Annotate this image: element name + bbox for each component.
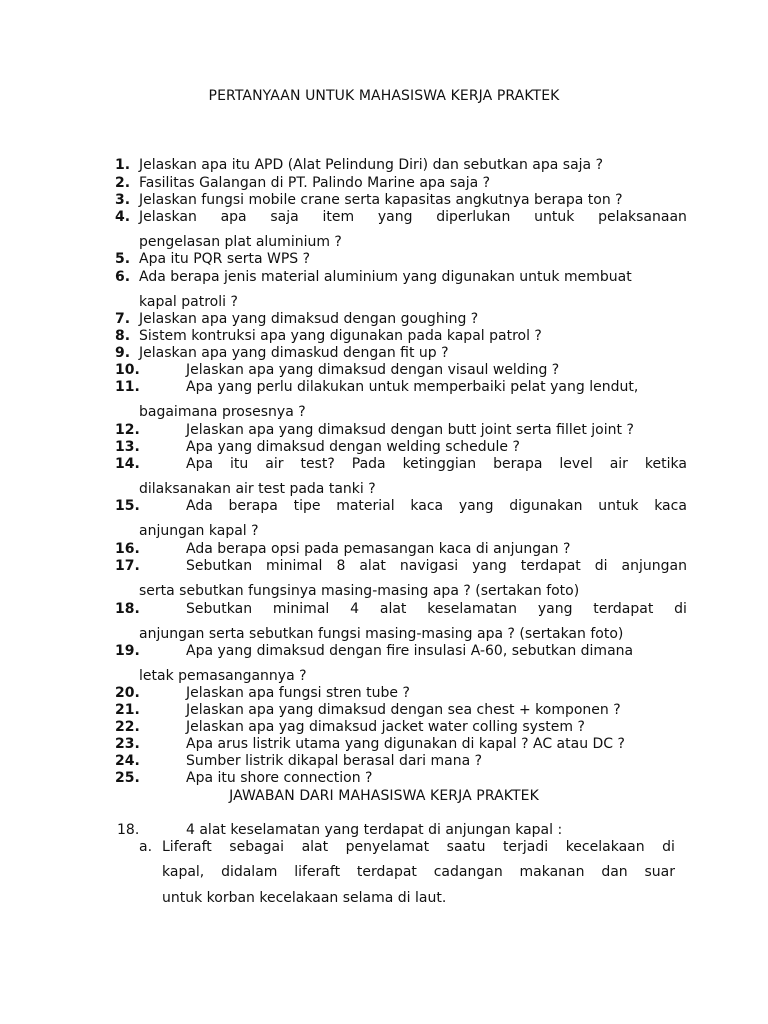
word: apa: [220, 209, 247, 225]
word: terjadi: [503, 839, 549, 855]
question-text: Jelaskan apa yag dimaksud jacket water colling system ?: [186, 719, 585, 735]
word: di: [674, 601, 687, 617]
word: berapa: [493, 456, 543, 472]
question-text: Jelaskan apa fungsi stren tube ?: [186, 685, 410, 701]
word: cadangan: [433, 864, 503, 880]
word: Pada: [351, 456, 386, 472]
question-text: Jelaskan apa yang dimaskud dengan fit up ?: [139, 345, 449, 361]
question-text-justified: [186, 601, 687, 617]
question-number: 15.: [115, 498, 140, 514]
word: alat: [379, 601, 407, 617]
word: alat: [359, 558, 386, 574]
word: Ada: [186, 498, 213, 514]
question-text: Apa arus listrik utama yang digunakan di kapal ? AC atau DC ?: [186, 736, 625, 752]
word: Jelaskan: [139, 209, 197, 225]
word: di: [594, 558, 608, 574]
question-continuation: pengelasan plat aluminium ?: [139, 234, 342, 250]
question-number: 2.: [115, 175, 131, 191]
question-number: 19.: [115, 643, 140, 659]
question-text: Apa itu shore connection ?: [186, 770, 373, 786]
word: pelaksanaan: [598, 209, 687, 225]
question-number: 5.: [115, 251, 131, 267]
word: berapa: [228, 498, 278, 514]
word: 4: [350, 601, 360, 617]
word: diperlukan: [436, 209, 511, 225]
word: material: [336, 498, 395, 514]
question-continuation: anjungan serta sebutkan fungsi masing-masing apa ? (sertakan foto): [139, 626, 624, 642]
word: didalam: [221, 864, 278, 880]
word: yang: [472, 558, 507, 574]
question-text: Sumber listrik dikapal berasal dari mana ?: [186, 753, 483, 769]
question-continuation: serta sebutkan fungsinya masing-masing apa ? (sertakan foto): [139, 583, 580, 599]
question-text: Fasilitas Galangan di PT. Palindo Marine apa saja ?: [139, 175, 491, 191]
question-number: 1.: [115, 157, 131, 173]
word: kaca: [410, 498, 444, 514]
question-number: 10.: [115, 362, 140, 378]
question-text: Jelaskan apa yang dimaksud dengan sea chest + komponen ?: [186, 702, 621, 718]
question-number: 9.: [115, 345, 131, 361]
word: tipe: [293, 498, 321, 514]
word: Liferaft: [162, 839, 212, 855]
word: di: [662, 839, 675, 855]
word: 8: [336, 558, 346, 574]
word: keselamatan: [427, 601, 518, 617]
question-number: 11.: [115, 379, 140, 395]
word: kaca: [654, 498, 687, 514]
question-continuation: kapal patroli ?: [139, 294, 238, 310]
question-number: 12.: [115, 422, 140, 438]
answer-item-line-justified: [162, 839, 675, 855]
word: terdapat: [520, 558, 581, 574]
word: saja: [270, 209, 299, 225]
word: level: [559, 456, 593, 472]
word: kecelakaan: [565, 839, 645, 855]
word: minimal: [266, 558, 323, 574]
question-number: 18.: [115, 601, 140, 617]
question-number: 23.: [115, 736, 140, 752]
answer-item-marker: a.: [139, 839, 153, 855]
question-text: Jelaskan apa yang dimaksud dengan butt joint serta fillet joint ?: [186, 422, 634, 438]
word: digunakan: [509, 498, 583, 514]
answer-section-title: JAWABAN DARI MAHASISWA KERJA PRAKTEK: [229, 788, 539, 804]
word: itu: [230, 456, 249, 472]
answer-item-line: untuk korban kecelakaan selama di laut.: [162, 890, 447, 906]
question-text: Jelaskan apa yang dimaksud dengan visaul welding ?: [186, 362, 560, 378]
word: liferaft: [294, 864, 341, 880]
word: navigasi: [399, 558, 459, 574]
word: terdapat: [356, 864, 417, 880]
question-text: Jelaskan apa yang dimaksud dengan goughing ?: [139, 311, 479, 327]
word: dan: [601, 864, 628, 880]
question-continuation: letak pemasangannya ?: [139, 668, 307, 684]
word: kapal,: [162, 864, 205, 880]
question-text-justified: [186, 456, 687, 472]
answer-number: 18.: [117, 822, 140, 838]
question-continuation: bagaimana prosesnya ?: [139, 404, 306, 420]
question-text: Apa yang dimaksud dengan fire insulasi A-60, sebutkan dimana: [186, 643, 634, 659]
word: item: [322, 209, 355, 225]
question-number: 6.: [115, 269, 131, 285]
question-number: 25.: [115, 770, 140, 786]
word: anjungan: [621, 558, 687, 574]
word: yang: [537, 601, 573, 617]
question-number: 4.: [115, 209, 131, 225]
question-continuation: anjungan kapal ?: [139, 523, 259, 539]
question-text: Jelaskan apa itu APD (Alat Pelindung Diri) dan sebutkan apa saja ?: [139, 157, 603, 173]
word: air: [265, 456, 284, 472]
word: untuk: [534, 209, 575, 225]
question-continuation: dilaksanakan air test pada tanki ?: [139, 481, 376, 497]
word: makanan: [519, 864, 585, 880]
question-text-justified: [186, 498, 687, 514]
question-number: 7.: [115, 311, 131, 327]
question-number: 21.: [115, 702, 140, 718]
word: penyelamat: [345, 839, 430, 855]
question-number: 16.: [115, 541, 140, 557]
question-text-justified: [139, 209, 687, 225]
question-text: Ada berapa jenis material aluminium yang digunakan untuk membuat: [139, 269, 632, 285]
word: Sebutkan: [186, 558, 253, 574]
question-number: 20.: [115, 685, 140, 701]
question-text-justified: [186, 558, 687, 574]
question-number: 24.: [115, 753, 140, 769]
word: Apa: [186, 456, 214, 472]
question-number: 3.: [115, 192, 131, 208]
word: suar: [644, 864, 675, 880]
word: terdapat: [593, 601, 654, 617]
word: yang: [458, 498, 494, 514]
question-number: 22.: [115, 719, 140, 735]
word: ketinggian: [402, 456, 477, 472]
question-text: Apa yang perlu dilakukan untuk memperbaiki pelat yang lendut,: [186, 379, 639, 395]
question-text: Sistem kontruksi apa yang digunakan pada kapal patrol ?: [139, 328, 542, 344]
answer-item-line-justified: [162, 864, 675, 880]
page-title: PERTANYAAN UNTUK MAHASISWA KERJA PRAKTEK: [208, 88, 560, 104]
question-text: Jelaskan fungsi mobile crane serta kapasitas angkutnya berapa ton ?: [139, 192, 623, 208]
question-number: 14.: [115, 456, 140, 472]
word: minimal: [272, 601, 330, 617]
word: air: [609, 456, 628, 472]
question-text: Apa yang dimaksud dengan welding schedule ?: [186, 439, 520, 455]
question-text: Apa itu PQR serta WPS ?: [139, 251, 311, 267]
answer-heading-text: 4 alat keselamatan yang terdapat di anjungan kapal :: [186, 822, 563, 838]
word: saatu: [446, 839, 486, 855]
word: Sebutkan: [186, 601, 253, 617]
word: yang: [377, 209, 413, 225]
question-text: Ada berapa opsi pada pemasangan kaca di anjungan ?: [186, 541, 571, 557]
word: alat: [301, 839, 329, 855]
word: sebagai: [229, 839, 285, 855]
word: ketika: [644, 456, 687, 472]
question-number: 13.: [115, 439, 140, 455]
word: untuk: [598, 498, 639, 514]
word: test?: [300, 456, 335, 472]
question-number: 17.: [115, 558, 140, 574]
question-number: 8.: [115, 328, 131, 344]
